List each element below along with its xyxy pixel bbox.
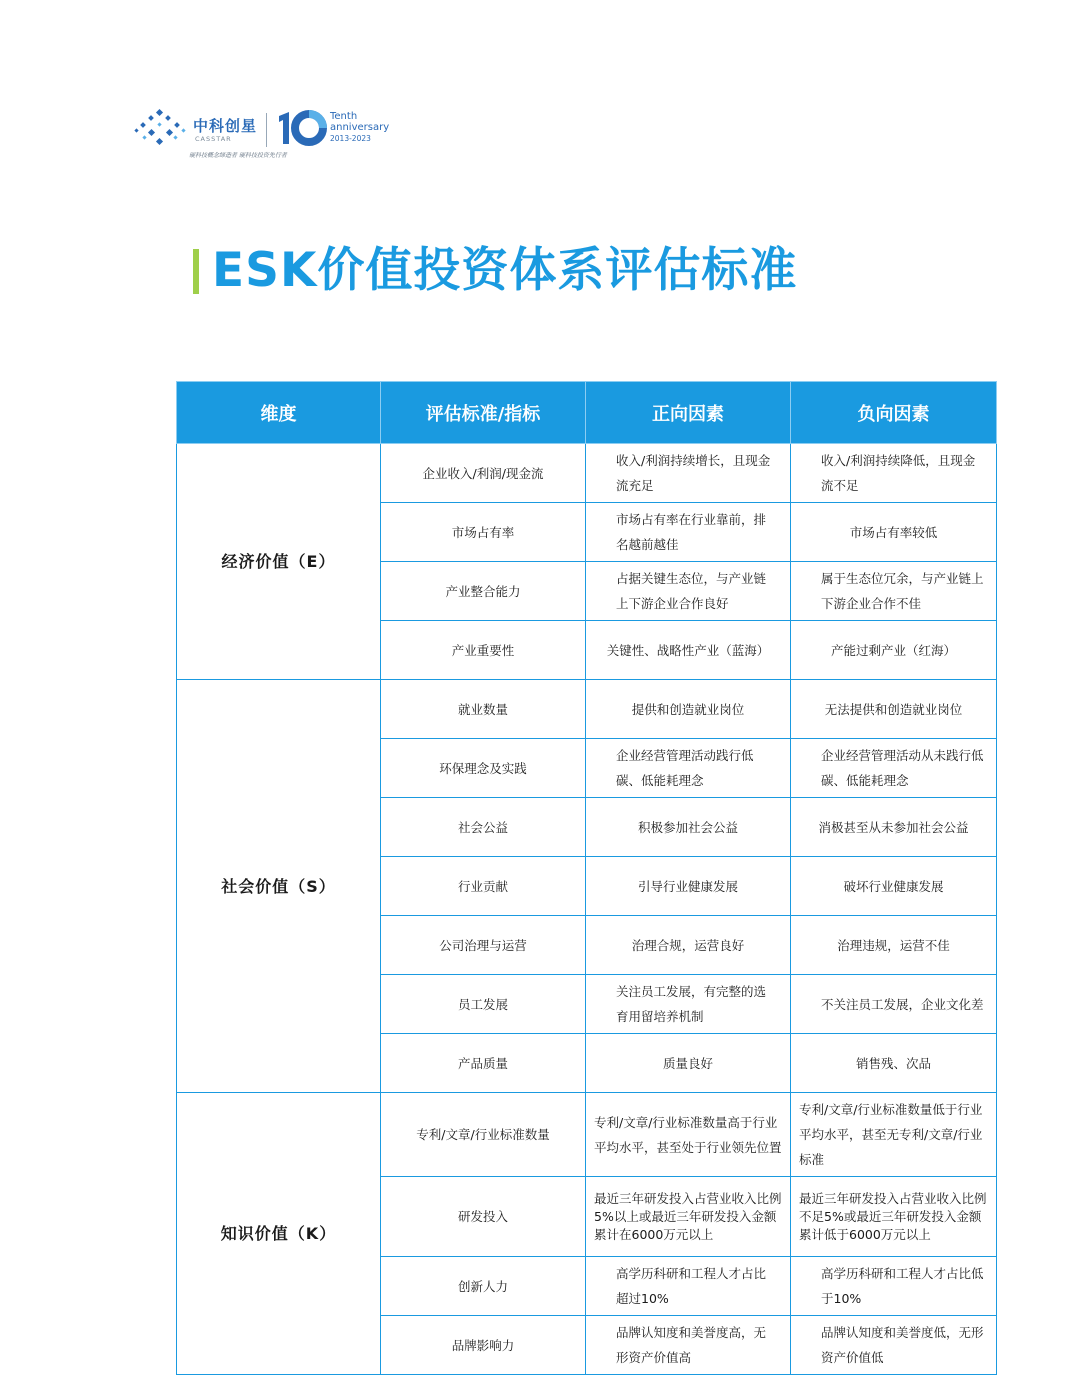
negative-cell: 企业经营管理活动从未践行低碳、低能耗理念 (791, 739, 997, 798)
negative-cell: 消极甚至从未参加社会公益 (791, 798, 997, 857)
positive-cell: 关注员工发展，有完整的选育用留培养机制 (586, 975, 791, 1034)
anniversary-10-icon (273, 108, 329, 148)
positive-cell: 积极参加社会公益 (586, 798, 791, 857)
star-logo-icon (133, 108, 189, 148)
negative-cell: 不关注员工发展，企业文化差 (791, 975, 997, 1034)
negative-cell: 市场占有率较低 (791, 503, 997, 562)
negative-cell: 最近三年研发投入占营业收入比例不足5%或最近三年研发投入金额累计低于6000万元以上 (791, 1177, 997, 1257)
brand-name-en: CASSTAR (195, 135, 232, 143)
anniversary-years: 2013-2023 (330, 134, 371, 143)
positive-cell: 关键性、战略性产业（蓝海） (586, 621, 791, 680)
indicator-cell: 就业数量 (381, 680, 586, 739)
anniversary-word-1: Tenth (330, 111, 358, 122)
negative-cell: 高学历科研和工程人才占比低于10% (791, 1257, 997, 1316)
negative-cell: 销售残、次品 (791, 1034, 997, 1093)
indicator-cell: 企业收入/利润/现金流 (381, 444, 586, 503)
indicator-cell: 行业贡献 (381, 857, 586, 916)
negative-cell: 破坏行业健康发展 (791, 857, 997, 916)
logo-divider (266, 113, 267, 147)
positive-cell: 收入/利润持续增长，且现金流充足 (586, 444, 791, 503)
negative-cell: 无法提供和创造就业岗位 (791, 680, 997, 739)
indicator-cell: 市场占有率 (381, 503, 586, 562)
positive-cell: 品牌认知度和美誉度高，无形资产价值高 (586, 1316, 791, 1375)
indicator-cell: 员工发展 (381, 975, 586, 1034)
positive-cell: 引导行业健康发展 (586, 857, 791, 916)
positive-cell: 质量良好 (586, 1034, 791, 1093)
negative-cell: 专利/文章/行业标准数量低于行业平均水平，甚至无专利/文章/行业标准 (791, 1093, 997, 1177)
indicator-cell: 品牌影响力 (381, 1316, 586, 1375)
positive-cell: 提供和创造就业岗位 (586, 680, 791, 739)
positive-cell: 专利/文章/行业标准数量高于行业平均水平，甚至处于行业领先位置 (586, 1093, 791, 1177)
table-row (177, 1093, 997, 1177)
negative-cell: 产能过剩产业（红海） (791, 621, 997, 680)
dimension-knowledge: 知识价值（K） (177, 1093, 381, 1375)
indicator-cell: 专利/文章/行业标准数量 (381, 1093, 586, 1177)
indicator-cell: 产品质量 (381, 1034, 586, 1093)
negative-cell: 属于生态位冗余，与产业链上下游企业合作不佳 (791, 562, 997, 621)
dimension-economic: 经济价值（E） (177, 444, 381, 680)
header-dimension: 维度 (177, 382, 381, 444)
positive-cell: 治理合规，运营良好 (586, 916, 791, 975)
anniversary-label (330, 111, 389, 133)
indicator-cell: 社会公益 (381, 798, 586, 857)
indicator-cell: 公司治理与运营 (381, 916, 586, 975)
negative-cell: 品牌认知度和美誉度低，无形资产价值低 (791, 1316, 997, 1375)
positive-cell: 最近三年研发投入占营业收入比例5%以上或最近三年研发投入金额累计在6000万元以上 (586, 1177, 791, 1257)
positive-cell: 高学历科研和工程人才占比超过10% (586, 1257, 791, 1316)
indicator-cell: 研发投入 (381, 1177, 586, 1257)
negative-cell: 治理违规，运营不佳 (791, 916, 997, 975)
header-indicator: 评估标准/指标 (381, 382, 586, 444)
negative-cell: 收入/利润持续降低，且现金流不足 (791, 444, 997, 503)
brand-logo (133, 108, 403, 164)
esk-criteria-table (176, 381, 997, 1375)
anniversary-word-2: anniversary (330, 122, 390, 133)
table-header-row (177, 382, 997, 444)
table-row (177, 680, 997, 739)
brand-slogan: 硬科技概念缔造者 硬科技投资先行者 (189, 152, 287, 159)
table-row (177, 444, 997, 503)
positive-cell: 占据关键生态位，与产业链上下游企业合作良好 (586, 562, 791, 621)
indicator-cell: 环保理念及实践 (381, 739, 586, 798)
indicator-cell: 产业重要性 (381, 621, 586, 680)
header-positive: 正向因素 (586, 382, 791, 444)
brand-name: 中科创星 (193, 117, 258, 135)
header-negative: 负向因素 (791, 382, 997, 444)
page-title: ESK价值投资体系评估标准 (212, 243, 798, 298)
title-accent-bar (193, 249, 199, 294)
dimension-social: 社会价值（S） (177, 680, 381, 1093)
indicator-cell: 产业整合能力 (381, 562, 586, 621)
positive-cell: 市场占有率在行业靠前，排名越前越佳 (586, 503, 791, 562)
indicator-cell: 创新人力 (381, 1257, 586, 1316)
positive-cell: 企业经营管理活动践行低碳、低能耗理念 (586, 739, 791, 798)
